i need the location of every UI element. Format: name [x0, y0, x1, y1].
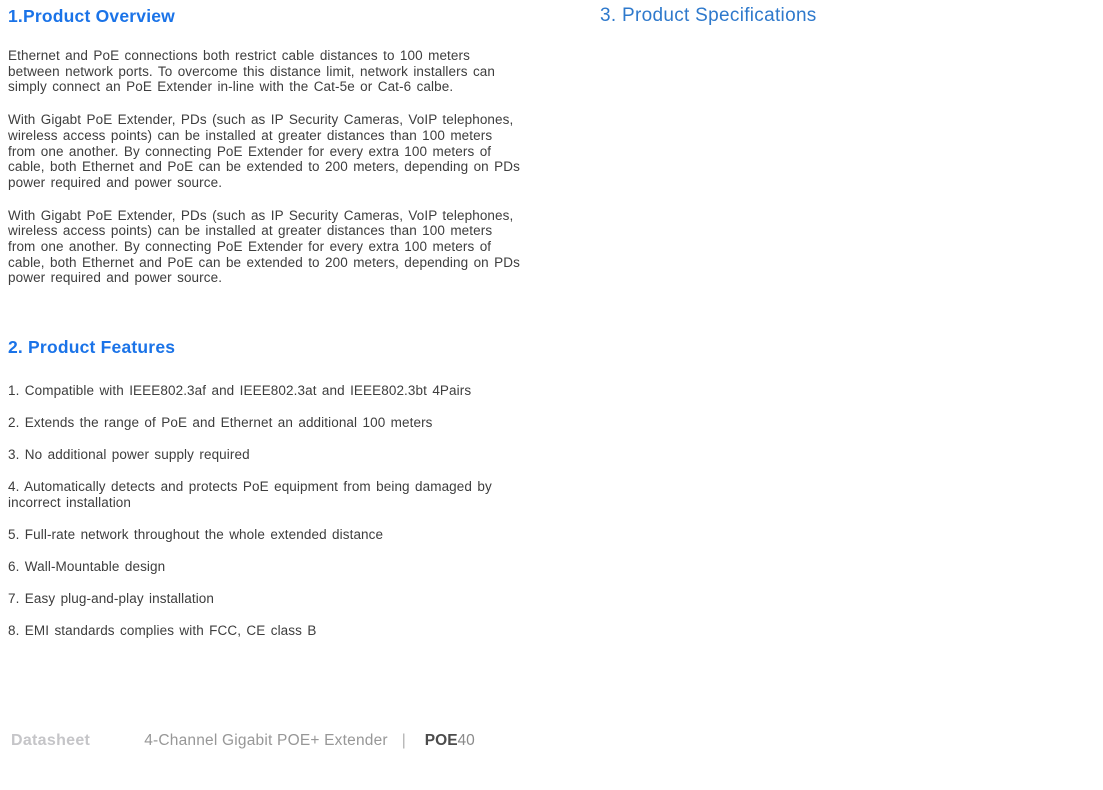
feature-item: 2. Extends the range of PoE and Ethernet an additional 100 meters	[8, 415, 433, 431]
feature-item: 1. Compatible with IEEE802.3af and IEEE802.3at and IEEE802.3bt 4Pairs	[8, 383, 472, 399]
feature-item: 6. Wall-Mountable design	[8, 559, 166, 575]
doc-type-label: Datasheet	[11, 732, 91, 749]
features-list	[8, 383, 522, 639]
overview-paragraph: Ethernet and PoE connections both restrict cable distances to 100 meters between network ports. To overcome this distance limit, network installers can simply connect an PoE Extender in-line with the Cat-5e or Cat-6 calbe.	[8, 48, 496, 95]
model-number-suffix: 40	[457, 732, 475, 749]
features-heading: 2. Product Features	[8, 337, 176, 358]
overview-paragraphs	[8, 48, 522, 286]
specifications-heading: 3. Product Specifications	[600, 5, 817, 26]
feature-item: 5. Full-rate network throughout the whole extended distance	[8, 527, 384, 543]
overview-and-features-column	[8, 6, 522, 655]
specifications-column	[600, 5, 1103, 43]
overview-heading: 1.Product Overview	[8, 6, 175, 26]
overview-paragraph: With Gigabt PoE Extender, PDs (such as IP Security Cameras, VoIP telephones, wireless access points) can be installed at greater distances than 100 meters from one another. By connecting PoE Extender for every extra 100 meters of cable, both Ethernet and PoE can be extended to 200 meters, depending on PDs power required and power source.	[8, 112, 520, 190]
footer-separator: |	[401, 732, 406, 749]
feature-item: 3. No additional power supply required	[8, 447, 250, 463]
feature-item: 7. Easy plug-and-play installation	[8, 591, 215, 607]
page-footer	[11, 732, 475, 750]
feature-item: 8. EMI standards complies with FCC, CE class B	[8, 623, 317, 639]
overview-paragraph: With Gigabt PoE Extender, PDs (such as IP Security Cameras, VoIP telephones, wireless access points) can be installed at greater distances than 100 meters from one another. By connecting PoE Extender for every extra 100 meters of cable, both Ethernet and PoE can be extended to 200 meters, depending on PDs power required and power source.	[8, 207, 520, 286]
feature-item: 4. Automatically detects and protects PoE equipment from being damaged by incorrect installation	[8, 479, 492, 511]
model-number	[425, 732, 475, 750]
product-title: 4-Channel Gigabit POE+ Extender	[144, 732, 388, 749]
model-number-prefix: POE	[424, 732, 458, 749]
